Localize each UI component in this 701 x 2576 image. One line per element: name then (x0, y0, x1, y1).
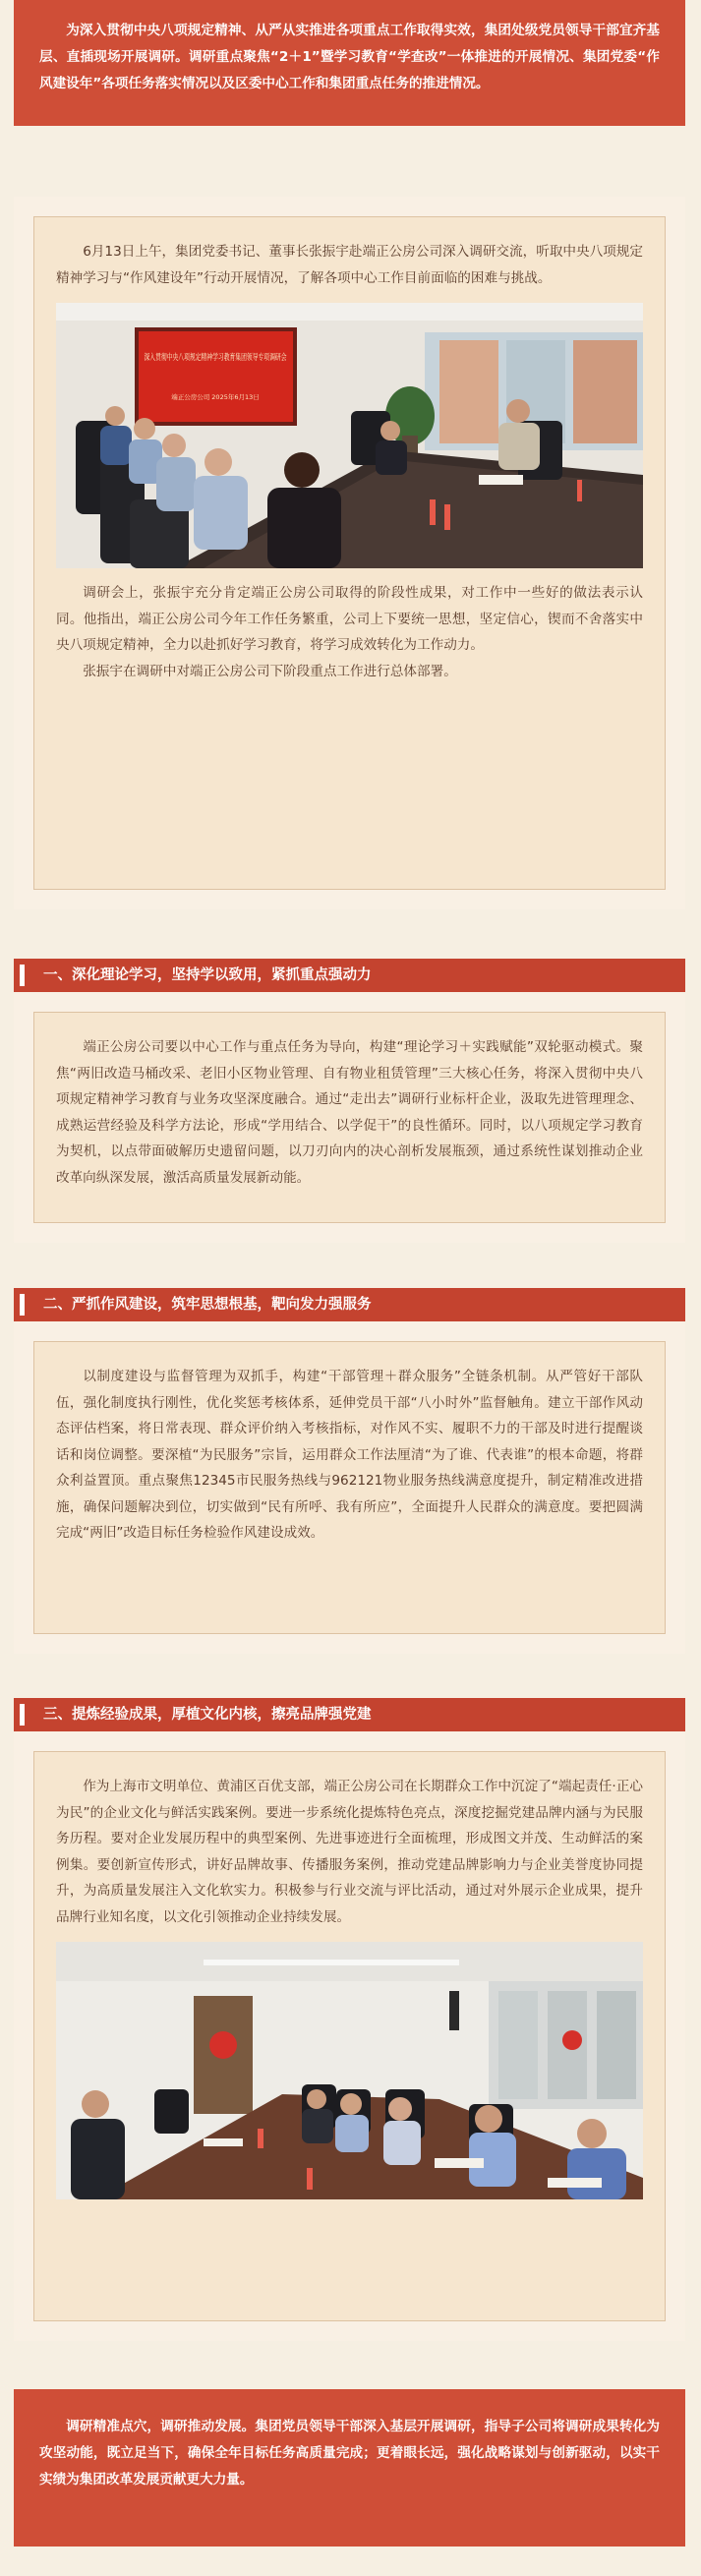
section-2-text: 以制度建设与监督管理为双抓手，构建“干部管理＋群众服务”全链条机制。从严管好干部队伍，强化制度执行刚性，优化奖惩考核体系，延伸党员干部“八小时外”监督触角。建立干部作风动态评估档案，将日常表现、群众评价纳入考核指标，对作风不实、履职不力的干部及时进行提醒谈话和岗位调整。要深植“为民服务”宗旨，运用群众工作法厘清“为了谁、代表谁”的根本命题，将群众利益置顶。重点聚焦12345市民服务热线与962121物业服务热线满意度提升，制定精准改进措施，确保问题解决到位，切实做到“民有所呼、我有所应”，全面提升人民群众的满意度。要把圆满完成“两旧”改造目标任务检验作风建设成效。 (56, 1369, 643, 1541)
intro-text: 为深入贯彻中央八项规定精神、从严从实推进各项重点工作取得实效，集团处级党员领导干部宜齐基层、直插现场开展调研。调研重点聚焦“2＋1”暨学习教育“学查改”一体推进的开展情况、集团党委“作风建设年”各项任务落实情况以及区委中心工作和集团重点任务的推进情况。 (39, 23, 660, 91)
section-1-marker (20, 965, 25, 986)
screen-title: 深入贯彻中央八项规定精神学习教育集团领导专项调研会 (144, 353, 354, 363)
screen-subtitle: 端正公房公司 2025年6月13日 (171, 393, 260, 401)
section-3-text: 作为上海市文明单位、黄浦区百优支部，端正公房公司在长期群众工作中沉淀了“端起责任·正心为民”的企业文化与鲜活实践案例。要进一步系统化提炼特色亮点，深度挖掘党建品牌内涵与为民服务历程。要对企业发展历程中的典型案例、先进事迹进行全面梳理，形成图文并茂、生动鲜活的案例集。要创新宣传形式，讲好品牌故事、传播服务案例，推动党建品牌影响力与企业美誉度协同提升，为高质量发展注入文化软实力。积极参与行业交流与评比活动，通过对外展示企业成果，提升品牌行业知名度，以文化引领推动企业持续发展。 (56, 1779, 643, 1925)
closing-text: 调研精准点穴，调研推动发展。集团党员领导干部深入基层开展调研，指导子公司将调研成果转化为攻坚动能，既立足当下，确保全年目标任务高质量完成；更着眼长远，强化战略谋划与创新驱动，以实干实绩为集团改革发展贡献更大力量。 (39, 2419, 660, 2488)
section-1-header (14, 959, 685, 992)
section-1-text: 端正公房公司要以中心工作与重点任务为导向，构建“理论学习＋实践赋能”双轮驱动模式。聚焦“两旧改造马桶改采、老旧小区物业管理、自有物业租赁管理”三大核心任务，将深入贯彻中央八项规定精神学习教育与业务攻坚深度融合。通过“走出去”调研行业标杆企业，汲取先进管理理念、成熟运营经验及科学方法论，形成“学用结合、以学促干”的良性循环。同时，以八项规定学习教育为契机，以点带面破解历史遗留问题，以刀刃向内的决心剖析发展瓶颈，通过系统性谋划推动企业改革向纵深发展，激活高质量发展新动能。 (56, 1039, 643, 1186)
section-3-marker (20, 1704, 25, 1726)
intro-banner (14, 0, 685, 126)
visit-para-1: 6月13日上午，集团党委书记、董事长张振宇赴端正公房公司深入调研交流，听取中央八项规定精神学习与“作风建设年”行动开展情况，了解各项中心工作目前面临的困难与挑战。 (56, 244, 643, 286)
section-2-card (14, 1321, 685, 1654)
section-3-card (14, 1731, 685, 2341)
section-2-title: 二、严抓作风建设，筑牢思想根基，靶向发力强服务 (43, 1296, 372, 1313)
visit-para-2: 调研会上，张振宇充分肯定端正公房公司取得的阶段性成果，对工作中一些好的做法表示认同。他指出，端正公房公司今年工作任务繁重，公司上下要统一思想，坚定信心，锲而不舍落实中央八项规定精神，全力以赴抓好学习教育，将学习成效转化为工作动力。 (56, 585, 643, 653)
section-1-title: 一、深化理论学习，坚持学以致用，紧抓重点强动力 (43, 966, 372, 983)
closing-banner (14, 2389, 685, 2547)
section-3-header (14, 1698, 685, 1731)
visit-card (14, 197, 685, 909)
meeting-photo-2 (56, 1942, 643, 2199)
meeting-photo-1 (56, 303, 643, 568)
visit-card-inner (33, 216, 666, 890)
section-3-inner (33, 1751, 666, 2321)
visit-para-3: 张振宇在调研中对端正公房公司下阶段重点工作进行总体部署。 (83, 663, 457, 679)
section-3-title: 三、提炼经验成果，厚植文化内核，擦亮品牌强党建 (43, 1706, 372, 1723)
section-1-card (14, 992, 685, 1243)
section-1-inner (33, 1012, 666, 1223)
section-2-marker (20, 1294, 25, 1316)
section-2-inner (33, 1341, 666, 1634)
section-2-header (14, 1288, 685, 1321)
